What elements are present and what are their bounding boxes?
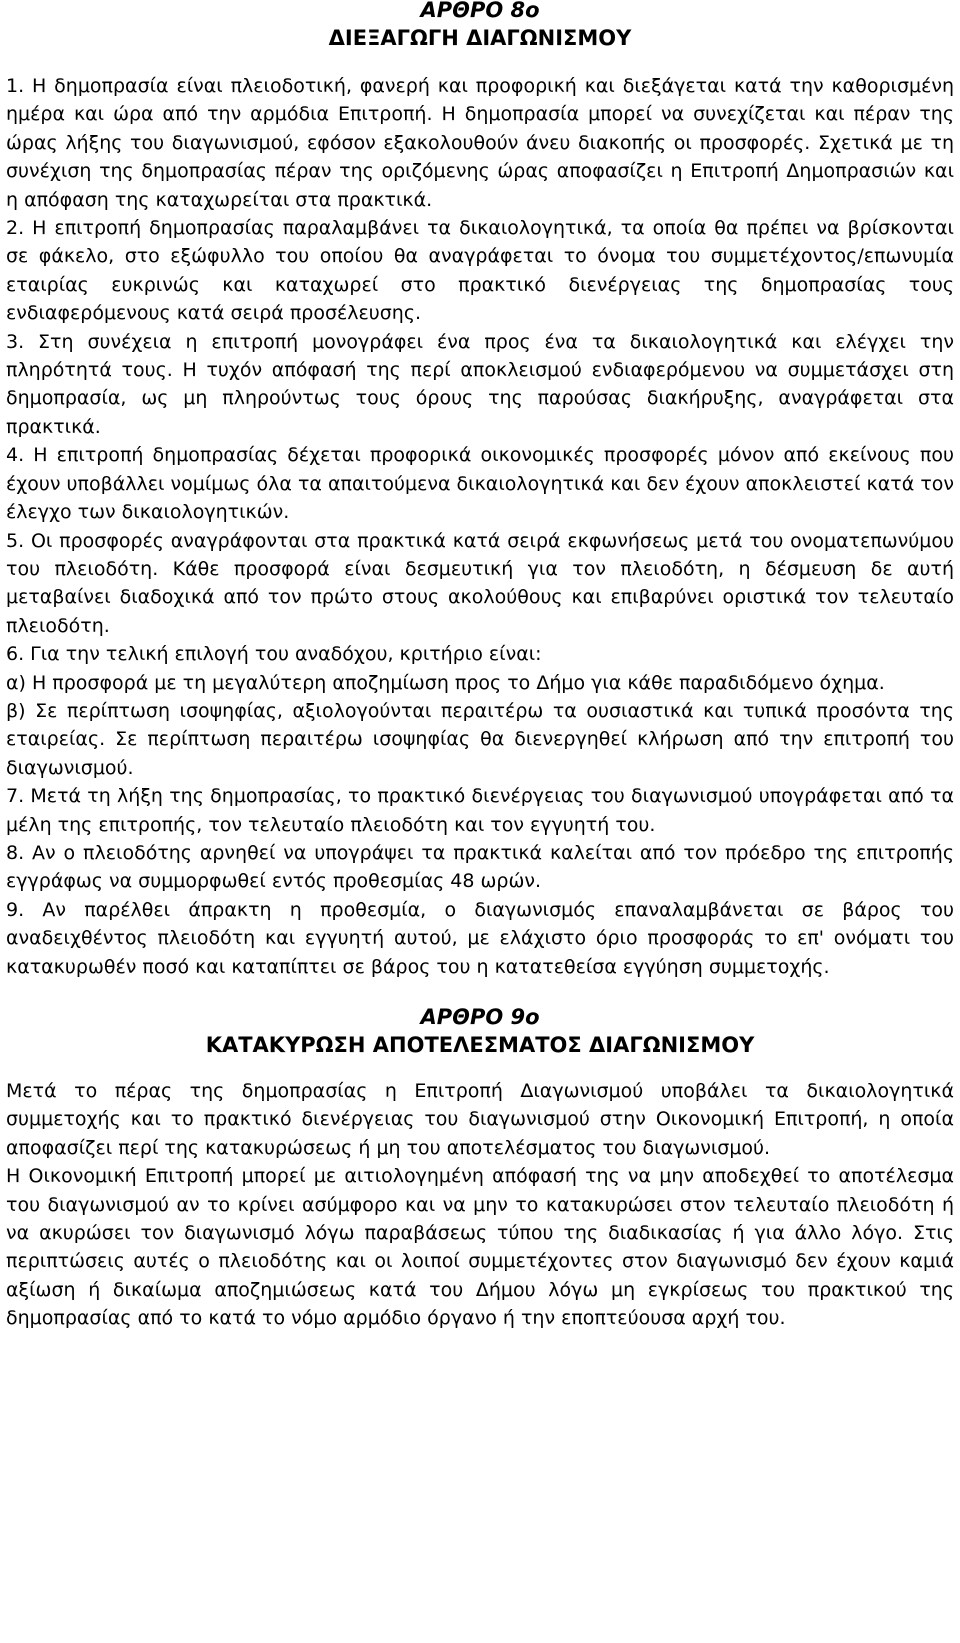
article-9-subtitle: ΚΑΤΑΚΥΡΩΣΗ ΑΠΟΤΕΛΕΣΜΑΤΟΣ ΔΙΑΓΩΝΙΣΜΟΥ (205, 1033, 755, 1057)
article-8-paragraph-1: 1. Η δημοπρασία είναι πλειοδοτική, φανερή και προφορική και διεξάγεται κατά την καθορισμένη ημέρα και ώρα από την αρμόδια Επιτροπή. Η δημοπρασία μπορεί να συνεχίζεται και πέραν της ώρας λήξης του διαγωνισμού, εφόσον εξακολουθούν άνευ διακοπής οι προσφορές. Σχετικά με τη συνέχιση της δημοπρασίας πέραν της οριζόμενης ώρας αποφασίζει η Επιτροπή Δημοπρασιών και η απόφαση της καταχωρείται στα πρακτικά. (6, 75, 954, 211)
article-8-body (6, 72, 954, 981)
article-8-paragraph-6b: β) Σε περίπτωση ισοψηφίας, αξιολογούνται περαιτέρω τα ουσιαστικά και τυπικά προσόντα της εταιρείας. Σε περίπτωση περαιτέρω ισοψηφίας θα διενεργηθεί κλήρωση από την επιτροπή του διαγωνισμού. (6, 699, 954, 779)
article-8-paragraph-6: 6. Για την τελική επιλογή του αναδόχου, κριτήριο είναι: (6, 643, 542, 666)
article-8-subtitle: ΔΙΕΞΑΓΩΓΗ ΔΙΑΓΩΝΙΣΜΟΥ (328, 26, 632, 50)
article-8-paragraph-2: 2. Η επιτροπή δημοπρασίας παραλαμβάνει τα δικαιολογητικά, τα οποία θα πρέπει να βρίσκονται σε φάκελο, στο εξώφυλλο του οποίου θα αναγράφεται το όνομα του συμμετέχοντος/επωνυμία εταιρίας ευκρινώς και καταχωρεί στο πρακτικό διενέργειας της δημοπρασίας τους ενδιαφερόμενους κατά σειρά προσέλευσης. (6, 217, 954, 325)
article-8-paragraph-5: 5. Οι προσφορές αναγράφονται στα πρακτικά κατά σειρά εκφωνήσεως μετά του ονοματεπωνύμου του πλειοδότη. Κάθε προσφορά είναι δεσμευτική για τον πλειοδότη, η δέσμευση δε αυτή μεταβαίνει διαδοχικά από τον πρώτο στους ακολούθους και επιβαρύνει οριστικά τον τελευταίο πλειοδότη. (6, 529, 954, 637)
article-8-paragraph-3: 3. Στη συνέχεια η επιτροπή μονογράφει ένα προς ένα τα δικαιολογητικά και ελέγχει την πληρότητά τους. Η τυχόν απόφασή της περί αποκλεισμού ενδιαφερόμενου να συμμετάσχει στη δημοπρασία, ως μη πληρούντως τους όρους της παρούσας διακήρυξης, αναγράφεται στα πρακτικά. (6, 330, 954, 438)
article-8-paragraph-7: 7. Μετά τη λήξη της δημοπρασίας, το πρακτικό διενέργειας του διαγωνισμού υπογράφεται από τα μέλη της επιτροπής, τον τελευταίο πλειοδότη και τον εγγυητή του. (6, 785, 954, 836)
article-9-heading (6, 1003, 954, 1059)
article-9-paragraph-2: Η Οικονομική Επιτροπή μπορεί με αιτιολογημένη απόφασή της να μην αποδεχθεί το αποτέλεσμα του διαγωνισμού αν το κρίνει ασύμφορο και να μην το κατακυρώσει στον τελευταίο πλειοδότη ή να ακυρώσει τον διαγωνισμό λόγω παραβάσεως τύπου της διαδικασίας ή για άλλο λόγο. Στις περιπτώσεις αυτές ο πλειοδότης και οι λοιποί συμμετέχοντες στον διαγωνισμό δεν έχουν καμιά αξίωση ή δικαίωμα αποζημιώσεως κατά του Δήμου λόγω μη εγκρίσεως του πρακτικού της δημοπρασίας από το κατά το νόμο αρμόδιο όργανο ή την εποπτεύουσα αρχή του. (6, 1165, 954, 1330)
article-8-paragraph-4: 4. Η επιτροπή δημοπρασίας δέχεται προφορικά οικονομικές προσφορές μόνον από εκείνους που έχουν υποβάλλει νομίμως όλα τα απαιτούμενα δικαιολογητικά και δεν έχουν αποκλειστεί κατά τον έλεγχο των δικαιολογητικών. (6, 444, 954, 524)
article-8-title: ΑΡΘΡΟ 8ο (420, 0, 540, 22)
article-8-paragraph-9: 9. Αν παρέλθει άπρακτη η προθεσμία, ο διαγωνισμός επαναλαμβάνεται σε βάρος του αναδειχθέντος πλειοδότη και εγγυητή αυτού, με ελάχιστο όριο προσφοράς το επ' ονόματι του κατακυρωθέν ποσό και καταπίπτει σε βάρος του η κατατεθείσα εγγύηση συμμετοχής. (6, 898, 954, 978)
article-9-title: ΑΡΘΡΟ 9ο (420, 1005, 540, 1029)
article-8-paragraph-8: 8. Αν ο πλειοδότης αρνηθεί να υπογράψει τα πρακτικά καλείται από τον πρόεδρο της επιτροπής εγγράφως να συμμορφωθεί εντός προθεσμίας 48 ωρών. (6, 841, 954, 893)
article-8-paragraph-6a: α) Η προσφορά με τη μεγαλύτερη αποζημίωση προς το Δήμο για κάθε παραδιδόμενο όχημα. (6, 671, 885, 694)
article-8-heading (6, 0, 954, 52)
article-9-body (6, 1077, 954, 1333)
article-9-paragraph-1: Μετά το πέρας της δημοπρασίας η Επιτροπή Διαγωνισμού υποβάλει τα δικαιολογητικά συμμετοχής και το πρακτικό διενέργειας του διαγωνισμού στην Οικονομική Επιτροπή, η οποία αποφασίζει περί της κατακυρώσεως ή μη του αποτελέσματος του διαγωνισμού. (6, 1080, 954, 1159)
